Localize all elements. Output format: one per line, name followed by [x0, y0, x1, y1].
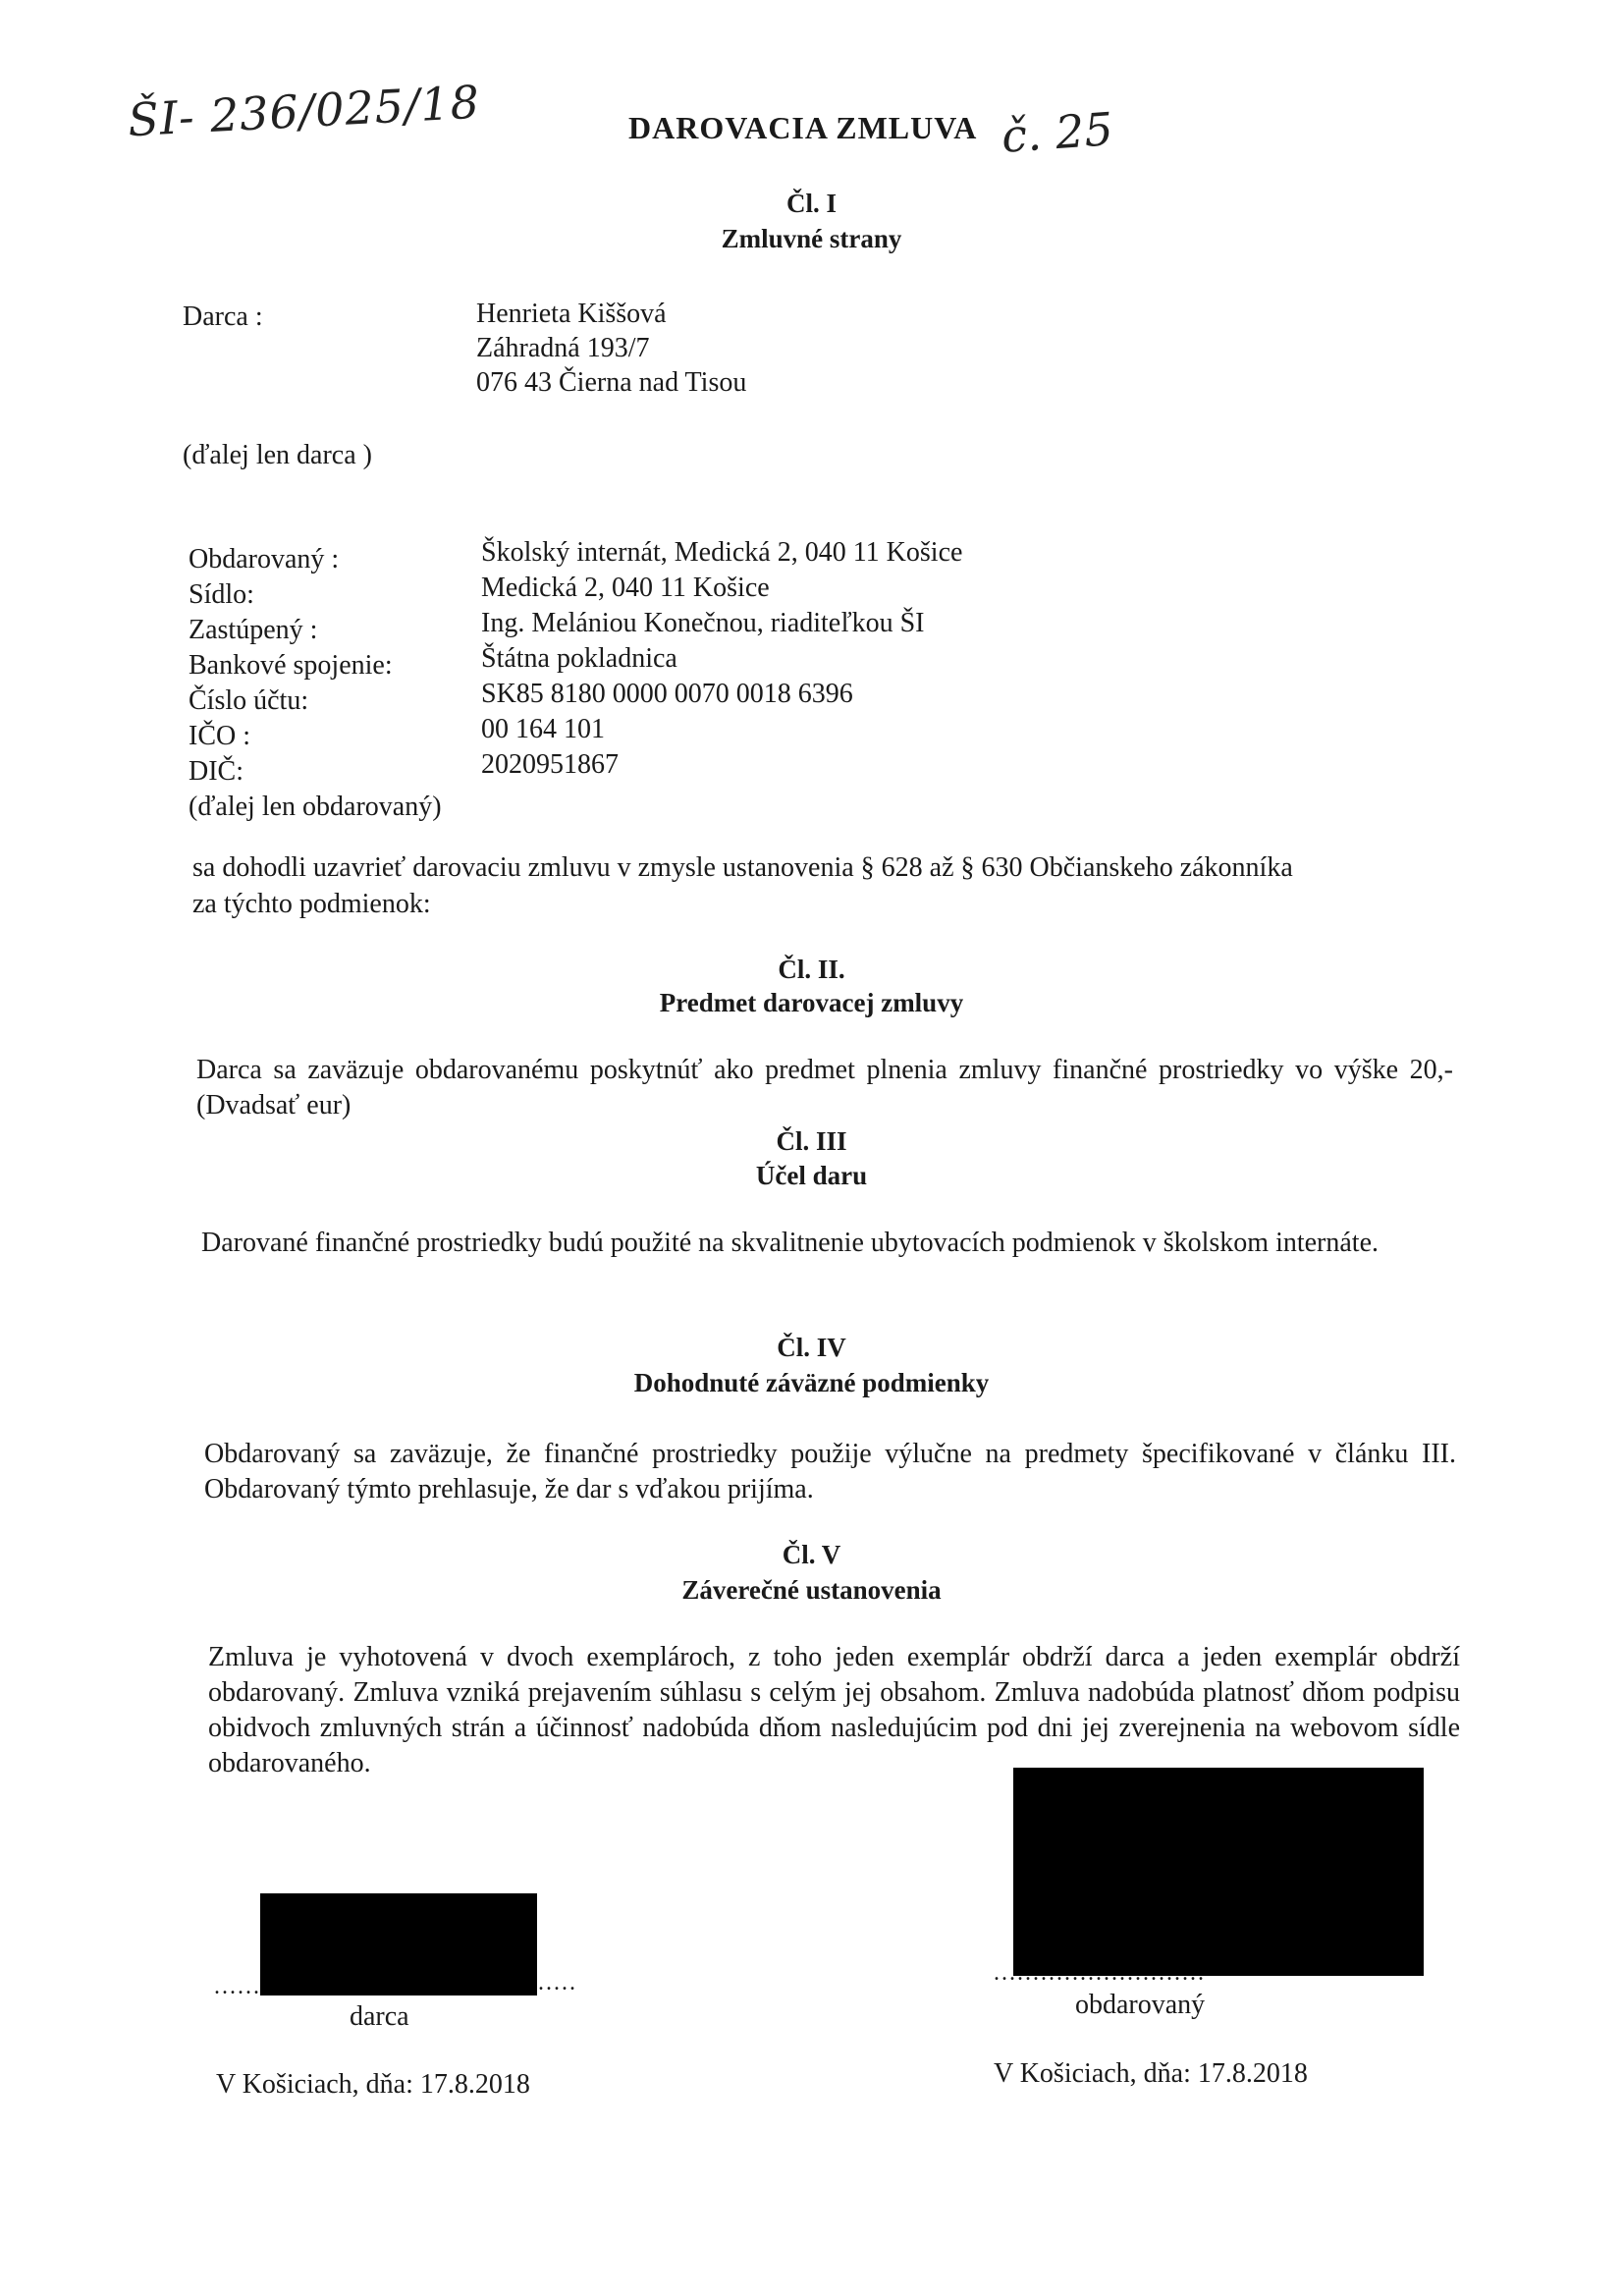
- donor-note: (ďalej len darca ): [183, 440, 372, 470]
- article-2-heading: Čl. II.: [778, 955, 845, 984]
- donor-name: Henrieta Kiššová: [476, 299, 667, 329]
- recipient-signing-date: V Košiciach, dňa: 17.8.2018: [994, 2058, 1308, 2089]
- ico-label: IČO :: [189, 721, 250, 751]
- represented-label: Zastúpený :: [189, 615, 318, 645]
- article-2-subtitle: Predmet darovacej zmluvy: [659, 988, 964, 1017]
- donor-signature-label: darca: [350, 2001, 409, 2032]
- seat-label: Sídlo:: [189, 579, 254, 610]
- recipient-signature-line: ...........................: [994, 1960, 1206, 1986]
- document-title: DAROVACIA ZMLUVA: [628, 110, 978, 145]
- account-label: Číslo účtu:: [189, 685, 309, 716]
- handwritten-reference-number: ŠI- 236/025/18: [126, 75, 482, 147]
- article-5-heading: Čl. V: [782, 1540, 841, 1569]
- article-3-subtitle: Účel daru: [755, 1161, 868, 1190]
- article-5-text: Zmluva je vyhotovená v dvoch exemplároch, z toho jeden exemplár obdrží darca a jeden exemplár obdrží obdarovaný. Zmluva vzniká prejavením súhlasu s celým jej obsahom. Zmluva nadobúda platnosť dňom podpisu obidvoch zmluvných strán a účinnosť nadobúda dňom nasledujúcim pod dni jej zverejnenia na webovom sídle obdarovaného.: [208, 1642, 1460, 1778]
- account-value: SK85 8180 0000 0070 0018 6396: [481, 679, 853, 709]
- ico-value: 00 164 101: [481, 714, 605, 744]
- agreement-line-2: za týchto podmienok:: [192, 889, 431, 919]
- represented-value: Ing. Melániou Konečnou, riaditeľkou ŠI: [481, 608, 925, 638]
- redacted-recipient-signature-stamp: [1013, 1768, 1424, 1976]
- donor-street: Záhradná 193/7: [476, 333, 650, 363]
- article-4-text: Obdarovaný sa zaväzuje, že finančné prostriedky použije výlučne na predmety špecifikované v článku III. Obdarovaný týmto prehlasuje, že dar s vďakou prijíma.: [204, 1439, 1456, 1504]
- article-5-subtitle: Záverečné ustanovenia: [681, 1575, 942, 1605]
- article-1-subtitle: Zmluvné strany: [721, 224, 902, 253]
- recipient-note: (ďalej len obdarovaný): [189, 792, 442, 822]
- donor-city: 076 43 Čierna nad Tisou: [476, 367, 747, 398]
- dic-value: 2020951867: [481, 749, 619, 780]
- recipient-value: Školský internát, Medická 2, 040 11 Košice: [481, 537, 963, 568]
- donor-signature-line-left: ......: [214, 1974, 261, 1999]
- seat-value: Medická 2, 040 11 Košice: [481, 573, 770, 603]
- article-2-text: Darca sa zaväzuje obdarovanému poskytnúť ako predmet plnenia zmluvy finančné prostriedky vo výške 20,- (Dvadsať eur): [196, 1055, 1453, 1121]
- recipient-signature-label: obdarovaný: [1075, 1990, 1206, 2020]
- donor-signing-date: V Košiciach, dňa: 17.8.2018: [216, 2069, 530, 2100]
- article-3-heading: Čl. III: [776, 1126, 847, 1156]
- agreement-line-1: sa dohodli uzavrieť darovaciu zmluvu v zmysle ustanovenia § 628 až § 630 Občianskeho zákonníka: [192, 852, 1293, 883]
- recipient-label: Obdarovaný :: [189, 544, 340, 574]
- redacted-donor-signature: [260, 1893, 537, 1995]
- donor-signature-line-right: .....: [538, 1970, 577, 1995]
- article-4-subtitle: Dohodnuté záväzné podmienky: [633, 1368, 990, 1397]
- article-1-heading: Čl. I: [785, 189, 837, 218]
- dic-label: DIČ:: [189, 756, 243, 787]
- bank-label: Bankové spojenie:: [189, 650, 393, 681]
- donor-label: Darca :: [183, 301, 263, 332]
- article-4-heading: Čl. IV: [777, 1333, 846, 1362]
- handwritten-contract-number: č. 25: [1000, 102, 1115, 163]
- bank-value: Štátna pokladnica: [481, 643, 677, 674]
- article-3-text: Darované finančné prostriedky budú použité na skvalitnenie ubytovacích podmienok v školskom internáte.: [201, 1228, 1380, 1258]
